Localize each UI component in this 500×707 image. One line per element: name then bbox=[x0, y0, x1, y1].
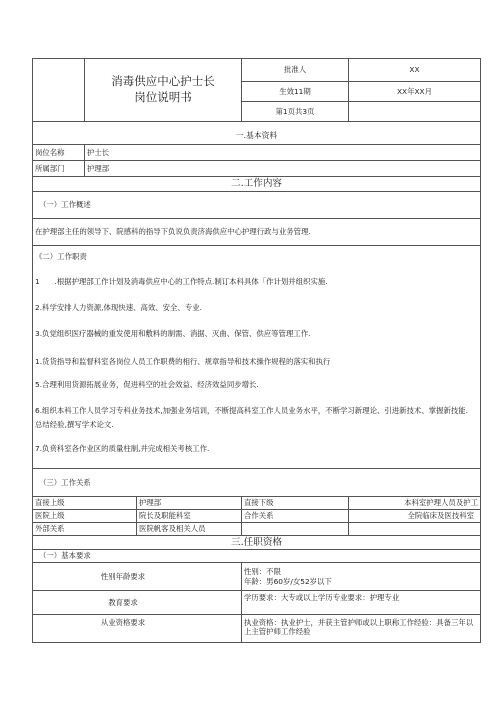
document-table bbox=[32, 58, 481, 643]
requirement-line: 年龄：男60岁/女52岁以下 bbox=[244, 576, 332, 586]
work-overview-text: 在护理部主任的领导下、院感科的指导下负说负责济海供应中心护理行政与业务管理. bbox=[33, 219, 481, 246]
department-label: 所属部门 bbox=[33, 161, 85, 177]
duty-item-5: 5.合理利用货源拓展业务，促进科空的社会效益、经济效益同步增长. bbox=[35, 380, 259, 389]
duty-item-4: 1.货货指导和监督科室各岗位人员工作职费的相行、规章指导和技术操作规程的落实和执行 bbox=[35, 357, 331, 366]
relation-label: 外部关系 bbox=[33, 523, 137, 536]
duty-item-2: 2.科学安排人力资源,体现快速、高效、安全、专业. bbox=[35, 303, 202, 312]
relation-value bbox=[349, 523, 481, 536]
requirement-label: 从业资格要求 bbox=[33, 615, 242, 643]
work-overview-title: （一）工作概述 bbox=[33, 192, 481, 219]
document-title bbox=[85, 59, 242, 122]
duty-item-1: 1 .根据护理部工作计划及消毒供应中心的工作特点.制订本科具体「作计划并组织实施. bbox=[35, 277, 328, 286]
relations-row bbox=[33, 510, 481, 523]
relation-value: 医院帆客及相关人员 bbox=[137, 523, 242, 536]
relation-label bbox=[242, 523, 349, 536]
requirement-value: 执业资格：执业护士，并获主管护师或以上职称工作经验：具备三年以上主管护师工作经验 bbox=[242, 615, 481, 643]
job-description-document bbox=[32, 58, 480, 643]
relation-label: 直接下级 bbox=[242, 497, 349, 510]
page-number-blank bbox=[349, 102, 481, 122]
requirement-row bbox=[33, 563, 481, 591]
title-line-1: 消毒供应中心护士长 bbox=[111, 74, 215, 89]
section-work-content-title: 二.工作内容 bbox=[33, 177, 481, 192]
relation-value: 全院临床及医技科室 bbox=[349, 510, 481, 523]
requirement-value bbox=[242, 563, 481, 591]
title-line-2: 岗位说明书 bbox=[134, 90, 192, 104]
requirement-row bbox=[33, 615, 481, 643]
relation-value: 本科室护理人员及护工 bbox=[349, 497, 481, 510]
basic-requirements-title: （一）基本要求 bbox=[33, 550, 481, 563]
section-basic-info-title: 一.基本资料 bbox=[33, 122, 481, 145]
relation-label: 合作关系 bbox=[242, 510, 349, 523]
relations-row bbox=[33, 497, 481, 510]
relation-value: 院长及职能科室 bbox=[137, 510, 242, 523]
work-relations-title: （三）工作关系 bbox=[33, 469, 481, 497]
header-blank-cell bbox=[33, 59, 85, 122]
approver-label: 批准人 bbox=[242, 59, 349, 82]
duty-item-3: 3.负觉组织医疗器械的重发使用和敷料的制需、消据、灭曲、保管、供应等管理工作. bbox=[35, 329, 311, 338]
relation-label: 医院上级 bbox=[33, 510, 137, 523]
effective-date-value: XX年XX月 bbox=[349, 82, 481, 102]
approver-value: XX bbox=[349, 59, 481, 82]
duty-item-7: 7.负贲科室各作业区的质量柱制,并完成相关考核工作. bbox=[35, 444, 210, 453]
position-name-label: 岗位名称 bbox=[33, 145, 85, 161]
requirement-value: 学历要求：大专或以上学历专业要求：护理专业 bbox=[242, 591, 481, 615]
relation-label: 直接上级 bbox=[33, 497, 137, 510]
duty-item-6: 6.组织本科工作人员学习专科业务技术,加强业务培训，不断提高科室工作人员业务水平，不断学习新理论、引进新技术、掌握新技能.总结经验,撰写学术论文. bbox=[35, 406, 469, 429]
requirement-row bbox=[33, 591, 481, 615]
effective-date-label: 生效11期 bbox=[242, 82, 349, 102]
requirement-label: 性别年龄要求 bbox=[33, 563, 242, 591]
work-duties-block bbox=[33, 246, 481, 469]
page-number: 第1页共3页 bbox=[242, 102, 349, 122]
section-qualifications-title: 三.任职资格 bbox=[33, 536, 481, 550]
position-name-value: 护士长 bbox=[85, 145, 481, 161]
relation-value: 护理部 bbox=[137, 497, 242, 510]
relations-row bbox=[33, 523, 481, 536]
department-value: 护理部 bbox=[85, 161, 481, 177]
work-duties-title: 《二）工作职责 bbox=[35, 252, 87, 261]
requirement-line: 性别：不限 bbox=[244, 567, 281, 577]
requirement-label: 教育要求 bbox=[33, 591, 242, 615]
